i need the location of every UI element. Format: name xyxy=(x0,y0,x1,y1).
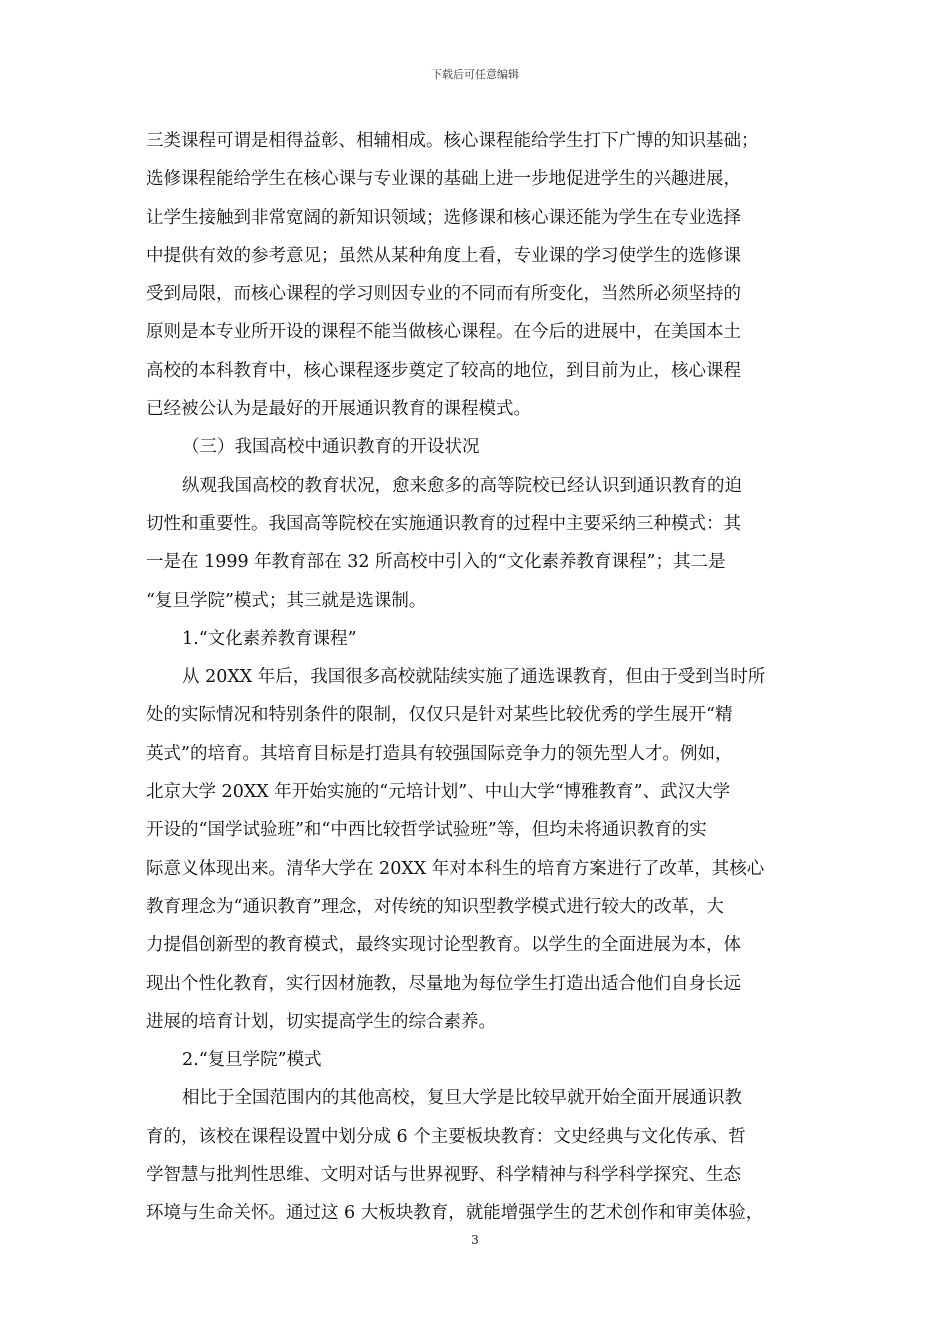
text-line: 进展的培育计划，切实提高学生的综合素养。 xyxy=(146,1011,496,1032)
text-line: 中提供有效的参考意见；虽然从某种角度上看，专业课的学习使学生的选修课 xyxy=(146,245,741,266)
text-line: 北京大学 20XX 年开始实施的“元培计划”、中山大学“博雅教育”、武汉大学 xyxy=(146,782,731,803)
text-line: （三）我国高校中通识教育的开设状况 xyxy=(182,437,480,458)
page-header: 下载后可任意编辑 xyxy=(431,68,519,81)
text-line: 受到局限，而核心课程的学习则因专业的不同而有所变化，当然所必须坚持的 xyxy=(146,284,741,305)
text-line: 环境与生命关怀。通过这 6 大板块教育，就能增强学生的艺术创作和审美体验， xyxy=(146,1203,764,1224)
text-line: 开设的“国学试验班”和“中西比较哲学试验班”等，但均未将通识教育的实 xyxy=(146,820,707,841)
text-line: 从 20XX 年后，我国很多高校就陆续实施了通选课教育，但由于受到当时所 xyxy=(182,667,766,688)
text-line: 选修课程能给学生在核心课与专业课的基础上进一步地促进学生的兴趣进展， xyxy=(146,169,741,190)
text-line: 高校的本科教育中，核心课程逐步奠定了较高的地位，到目前为止，核心课程 xyxy=(146,360,741,381)
text-line: 让学生接触到非常宽阔的新知识领域；选修课和核心课还能为学生在专业选择 xyxy=(146,207,741,228)
text-line: 际意义体现出来。清华大学在 20XX 年对本科生的培育方案进行了改革，其核心 xyxy=(146,858,765,879)
text-line: 教育理念为“通识教育”理念，对传统的知识型教学模式进行较大的改革，大 xyxy=(146,896,724,917)
text-line: 三类课程可谓是相得益彰、相辅相成。核心课程能给学生打下广博的知识基础； xyxy=(146,131,759,151)
text-line: 切性和重要性。我国高等院校在实施通识教育的过程中主要采纳三种模式：其 xyxy=(146,513,741,534)
text-line: 学智慧与批判性思维、文明对话与世界视野、科学精神与科学科学探究、生态 xyxy=(146,1165,741,1186)
text-line: 现出个性化教育，实行因材施教，尽量地为每位学生打造出适合他们自身长远 xyxy=(146,973,741,994)
text-line: 英式”的培育。其培育目标是打造具有较强国际竞争力的领先型人才。例如， xyxy=(146,743,733,764)
text-line: 力提倡创新型的教育模式，最终实现讨论型教育。以学生的全面进展为本，体 xyxy=(146,935,741,956)
text-line: 2.“复旦学院”模式 xyxy=(182,1050,322,1071)
text-line: “复旦学院”模式；其三就是选课制。 xyxy=(146,590,427,611)
text-line: 处的实际情况和特别条件的限制，仅仅只是针对某些比较优秀的学生展开“精 xyxy=(146,705,733,726)
text-line: 纵观我国高校的教育状况，愈来愈多的高等院校已经认识到通识教育的迫 xyxy=(182,475,742,496)
page-number: 3 xyxy=(471,1233,479,1247)
text-line: 1.“文化素养教育课程” xyxy=(182,628,357,649)
text-line: 育的，该校在课程设置中划分成 6 个主要板块教育：文史经典与文化传承、哲 xyxy=(146,1126,746,1147)
document-body xyxy=(146,122,814,1233)
text-line: 原则是本专业所开设的课程不能当做核心课程。在今后的进展中，在美国本土 xyxy=(146,322,741,343)
text-line: 一是在 1999 年教育部在 32 所高校中引入的“文化素养教育课程”；其二是 xyxy=(146,552,726,573)
text-line: 相比于全国范围内的其他高校，复旦大学是比较早就开始全面开展通识教 xyxy=(182,1088,742,1109)
text-line: 已经被公认为是最好的开展通识教育的课程模式。 xyxy=(146,399,531,420)
